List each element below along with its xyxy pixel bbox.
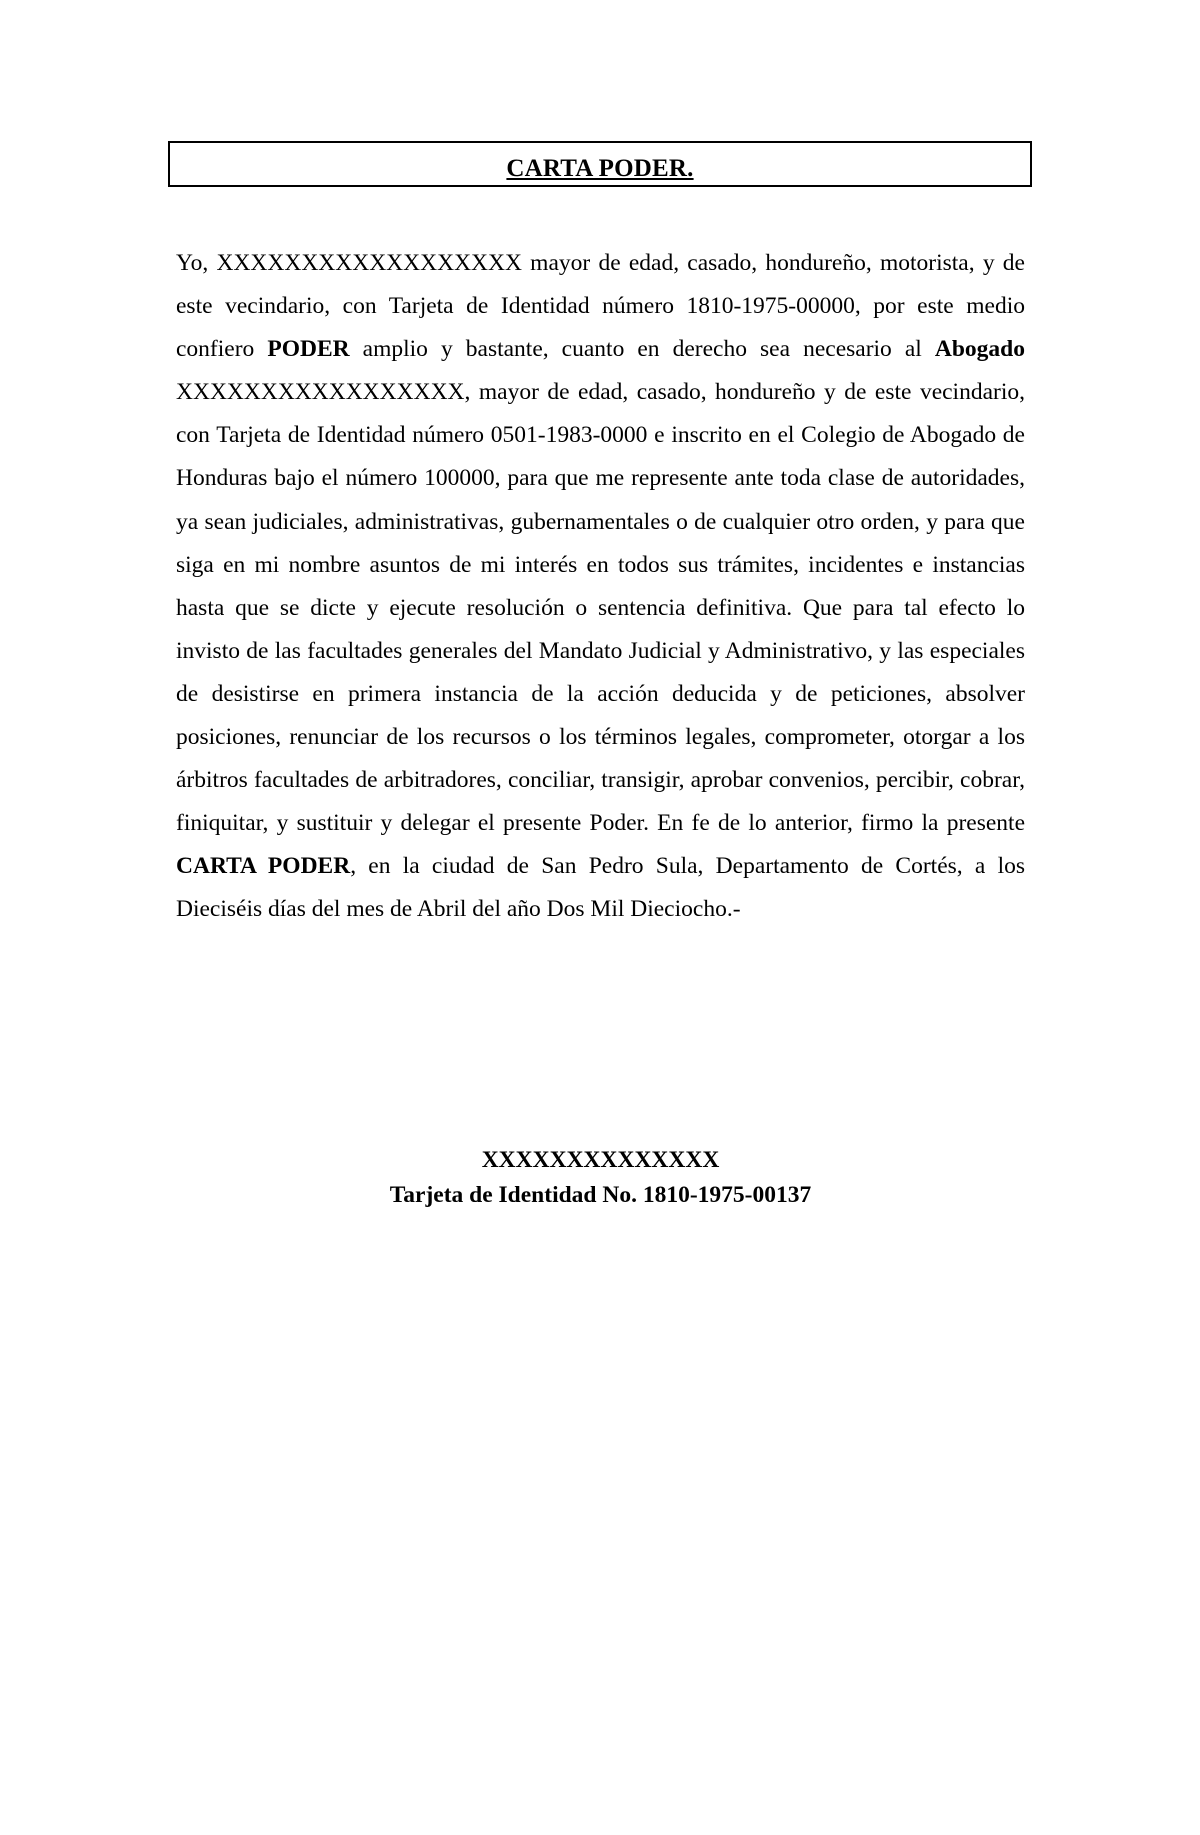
body-paragraph — [176, 242, 1025, 932]
body-text-part-3: XXXXXXXXXXXXXXXXX, mayor de edad, casado, hondureño y de este vecindario, con Tarjeta de Identidad número 0501-1983-0000 e inscrito en el Colegio de Abogado de Honduras bajo el número 100000, para que me represente ante toda clase de autoridades, ya sean judiciales, administrativas, gubernamentales o de cualquier otro orden, y para que siga en mi nombre asuntos de mi interés en todos sus trámites, incidentes e instancias hasta que se dicte y ejecute resolución o sentencia definitiva. Que para tal efecto lo invisto de las facultades generales del Mandato Judicial y Administrativo, y las especiales de desistirse en primera instancia de la acción deducida y de peticiones, absolver posiciones, renunciar de los recursos o los términos legales, comprometer, otorgar a los árbitros facultades de arbitradores, conciliar, transigir, aprobar convenios, percibir, cobrar, finiquitar, y sustituir y delegar el presente Poder. En fe de lo anterior, firmo la presente — [176, 379, 1025, 837]
bold-abogado: Abogado — [934, 336, 1025, 363]
body-text-part-1: Yo, XXXXXXXXXXXXXXXXXX mayor de edad, casado, hondureño, motorista, y de este vecindario, con Tarjeta de Identidad número 1810-1975-00000, por este medio confiero — [176, 250, 1025, 363]
signature-name: XXXXXXXXXXXXXX — [481, 1147, 720, 1173]
title-box — [168, 141, 1032, 187]
bold-carta-poder: CARTA PODER — [176, 853, 351, 880]
signature-block — [176, 1143, 1025, 1213]
signature-id-line: Tarjeta de Identidad No. 1810-1975-00137 — [389, 1182, 812, 1208]
document-title: CARTA PODER. — [506, 155, 694, 182]
body-text-part-4: , en la ciudad de San Pedro Sula, Departamento de Cortés, a los Dieciséis días del mes de Abril del año Dos Mil Dieciocho.- — [176, 853, 1025, 923]
body-text-part-2: amplio y bastante, cuanto en derecho sea necesario al — [349, 336, 935, 363]
bold-poder: PODER — [267, 336, 350, 363]
